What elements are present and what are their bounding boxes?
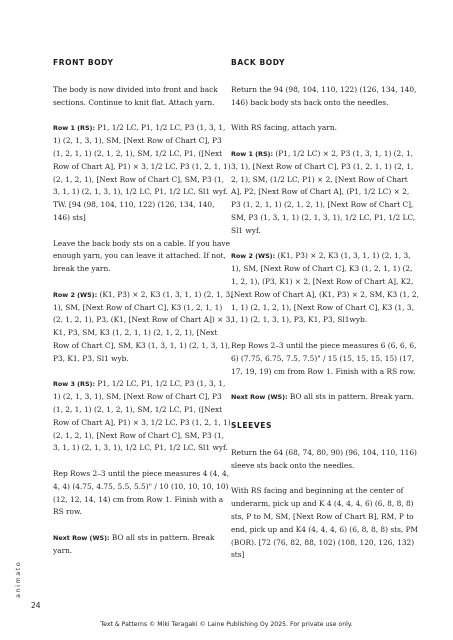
front-row2 [53,289,233,366]
front-rep: Rep Rows 2–3 until the piece measures 4 (4, 4, 4, 4) (4.75, 4.75, 5.5, 5.5)" / 10 (10, 10, 10, 10) (12, 12, 14, 14) cm from Row 1. Finish with a RS row. [53,468,230,517]
back-row2-text: (K1, P3) × 2, K3 (1, 3, 1, 1) (2, 1, 3, 1), SM, [Next Row of Chart C], K3 (1, 2, 1, 1) (2, 1, 2, 1), (P3, K1) × 2, [Next Row of Chart A], K2, [Next Row of Chart A], (K1, P3) × 2, SM, K3 (1, 2, 1, 1) (2, 1, 2, 1), [Next Row of Chart C], K3 (1, 3, 1, 1) (2, 1, 3, 1), P3, K1, P3, Sl1wyb. [231,251,419,325]
front-row2-text: (K1, P3) × 2, K3 (1, 3, 1, 1) (2, 1, 3, 1), SM, [Next Row of Chart C], K3 (1, 2, 1, 1) (2, 1, 2, 1), P3, (K1, [Next Row of Chart A]) × 3, K1, P3, SM, K3 (1, 2, 1, 1) (2, 1, 2, 1), [Next Row of Chart C], SM, K3 (1, 3, 1, 1) (2, 1, 3, 1), P3, K1, P3, Sl1 wyb. [53,289,233,363]
front-row3 [53,378,233,455]
sleeves-heading: SLEEVES [231,420,272,430]
back-row2-label: Row 2 (WS): [231,252,276,261]
back-row1-text: (P1, 1/2 LC) × 2, P3 (1, 3, 1, 1) (2, 1, 3, 1), [Next Row of Chart C], P3 (1, 2, 1, 1) (2, 1, 2, 1), SM, (1/2 LC, P1) × 2, [Next Row of Chart A], P2, [Next Row of Chart A], (P1, 1/2 LC) × 2, P3 (1, 2, 1, 1) (2, 1, 2, 1), [Next Row of Chart C], SM, P3 (1, 3, 1, 1) (2, 1, 3, 1), 1/2 LC, P1, 1/2 LC, Sl1 wyf. [231,148,416,235]
back-row1-label: Row 1 (RS): [231,149,274,158]
side-label: animato [14,560,22,598]
back-next-label: Next Row (WS): [231,393,288,402]
sleeves-pickup: With RS facing and beginning at the center of underarm, pick up and K 4 (4, 4, 4, 6) (6, 8, 8, 8) sts, P to M, SM, [Next Row of Chart B], RM, P to end, pick up and K4 (4, 4, 4, 6) (6, 8, 8, 8) sts, PM (BOR). [72 (76, 82, 88, 102) (108, 120, 126, 132) sts] [231,486,419,560]
back-row1 [231,148,419,238]
page-number: 24 [31,601,41,610]
back-row2 [231,250,419,327]
front-row1-label: Row 1 (RS): [53,124,96,133]
front-next-row [53,532,233,558]
back-next-text: BO all sts in pattern. Break yarn. [287,392,415,402]
front-intro: The body is now divided into front and back sections. Continue to knit flat. Attach yarn. [53,85,218,107]
front-next-text: BO all sts in pattern. Break yarn. [53,532,215,555]
front-row2-label: Row 2 (WS): [53,290,98,299]
front-row3-label: Row 3 (RS): [53,380,96,389]
back-rep: Rep Rows 2–3 until the piece measures 6 (6, 6, 6, 6) (7.75, 6.75, 7.5, 7.5)" / 15 (15, 15, 15, 15) (17, 17, 19, 19) cm from Row 1. Finish with a RS row. [231,340,417,376]
back-with-rs: With RS facing, attach yarn. [231,123,337,133]
front-body-column [53,58,233,570]
back-body-column [231,58,419,575]
front-body-heading: FRONT BODY [53,58,114,67]
sleeves-intro: Return the 64 (68, 74, 80, 90) (96, 104, 110, 116) sleeve sts back onto the needles. [231,447,417,470]
front-row3-text: P1, 1/2 LC, P1, 1/2 LC, P3 (1, 3, 1, 1) (2, 1, 3, 1), SM, [Next Row of Chart C], P3 (1, 2, 1, 1) (2, 1, 2, 1), SM, 1/2 LC, P1, ([Next Row of Chart A], P1) × 3, 1/2 LC, P3 (1, 2, 1, 1) (2, 1, 2, 1), [Next Row of Chart C], SM, P3 (1, 3, 1, 1) (2, 1, 3, 1), 1/2 LC, P1, 1/2 LC, Sl1 wyf. [53,379,231,453]
front-leave: Leave the back body sts on a cable. If you have enough yarn, you can leave it attached. If not, break the yarn. [53,238,230,274]
front-row1-text: P1, 1/2 LC, P1, 1/2 LC, P3 (1, 3, 1, 1) (2, 1, 3, 1), SM, [Next Row of Chart C], P3 (1, 2, 1, 1) (2, 1, 2, 1), SM, 1/2 LC, P1, ([Next Row of Chart A], P1) × 3, 1/2 LC, P3 (1, 2, 1, 1) (2, 1, 2, 1), [Next Row of Chart C], SM, P3 (1, 3, 1, 1) (2, 1, 3, 1), 1/2 LC, P1, 1/2 LC, Sl1 wyf. TW. [94 (98, 104, 110, 122) (126, 134, 140, 146) sts] [53,123,231,222]
back-intro: Return the 94 (98, 104, 110, 122) (126, 134, 140, 146) back body sts back onto the needles. [231,85,417,107]
front-next-label: Next Row (WS): [53,533,110,542]
footer-copyright: Text & Patterns © Miki Teragaki © Laine Publishing Oy 2025. For private use only. [100,621,353,628]
front-row1 [53,122,233,224]
back-body-heading: BACK BODY [231,58,286,67]
back-next-row [231,391,419,404]
